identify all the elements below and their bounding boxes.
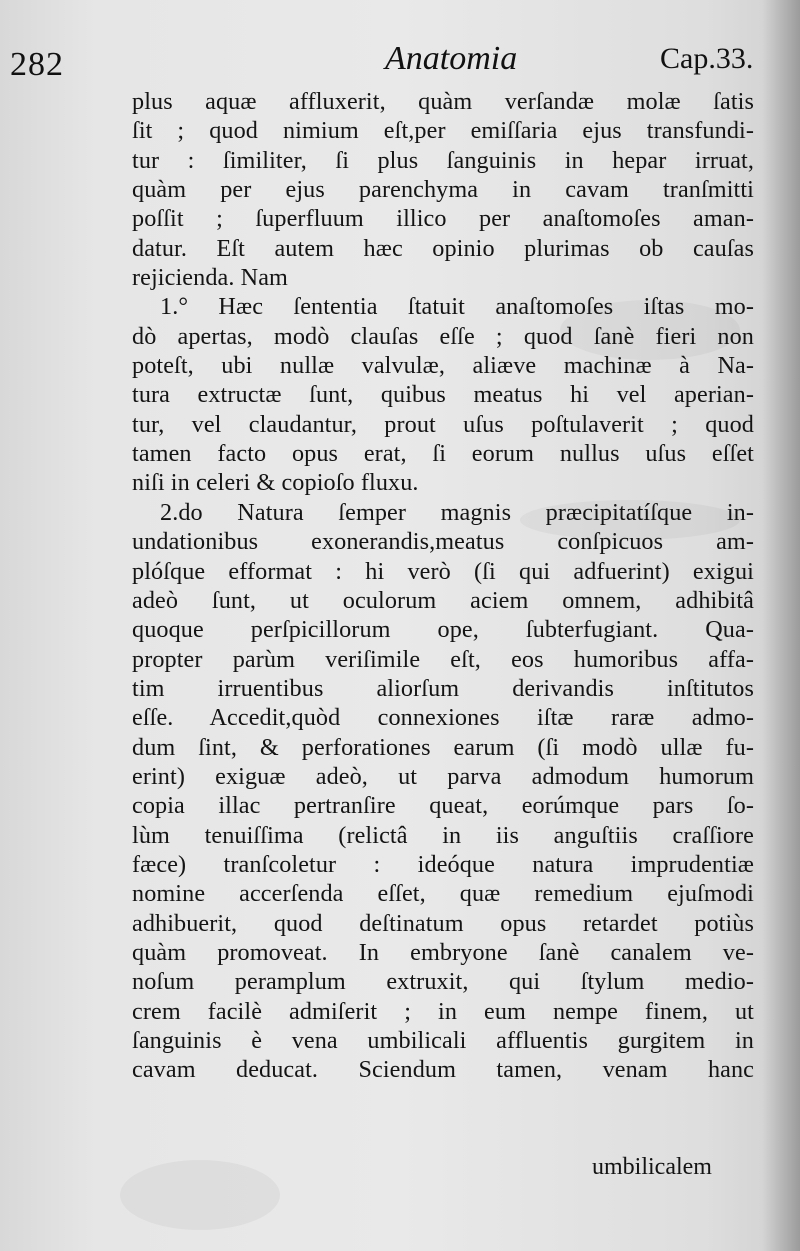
text-line: lùm tenuiſſima (relictâ in iis anguſtiis craſſiore: [132, 821, 754, 849]
text-line: noſum peramplum extruxit, qui ſtylum medio-: [132, 968, 754, 996]
text-line: propter parùm veriſimile eſt, eos humoribus affa-: [132, 645, 754, 673]
text-line: 2.do Natura ſemper magnis præcipitatíſque in-: [160, 498, 754, 526]
text-line: plóſque efformat : hi verò (ſi qui adfuerint) exigui: [132, 557, 754, 585]
text-line: eſſe. Accedit,quòd connexiones iſtæ raræ admo-: [132, 704, 754, 732]
text-line: niſi in celeri & copioſo fluxu.: [132, 469, 419, 497]
text-line: adhibuerit, quod deſtinatum opus retardet potiùs: [132, 909, 754, 937]
text-line: poſſit ; ſuperfluum illico per anaſtomoſes aman-: [132, 205, 754, 233]
text-line: cavam deducat. Sciendum tamen, venam hanc: [132, 1056, 754, 1084]
text-line: tamen facto opus erat, ſi eorum nullus uſus eſſet: [132, 440, 754, 468]
catchword: umbilicalem: [592, 1154, 712, 1180]
text-line: nomine accerſenda eſſet, quæ remedium ejuſmodi: [132, 880, 754, 908]
running-title: Anatomia: [385, 40, 518, 77]
page-edge-shadow: [762, 0, 800, 1251]
text-line: plus aquæ affluxerit, quàm verſandæ molæ ſatis: [132, 88, 754, 115]
text-line: crem facilè admiſerit ; in eum nempe finem, ut: [132, 997, 754, 1025]
text-line: ſanguinis è vena umbilicali affluentis gurgitem in: [132, 1027, 754, 1054]
text-line: poteſt, ubi nullæ valvulæ, aliæve machinæ à Na-: [132, 352, 754, 380]
text-line: erint) exiguæ adeò, ut parva admodum humorum: [132, 762, 754, 790]
text-line: quàm promoveat. In embryone ſanè canalem ve-: [132, 938, 754, 966]
paper-stain: [120, 1160, 280, 1230]
text-line: copia illac pertranſire queat, eorúmque pars ſo-: [132, 792, 754, 820]
text-line: tur : ſimiliter, ſi plus ſanguinis in hepar irruat,: [132, 146, 754, 174]
text-line: quàm per ejus parenchyma in cavam tranſmitti: [132, 176, 754, 204]
page-number: 282: [10, 46, 64, 83]
text-line: adeò ſunt, ut oculorum aciem omnem, adhibitâ: [132, 586, 754, 614]
text-line: quoque perſpicillorum ope, ſubterfugiant. Qua-: [132, 616, 754, 644]
body-text: [132, 87, 754, 1085]
chapter-label: Cap.33.: [660, 42, 754, 75]
text-line: dò apertas, modò clauſas eſſe ; quod ſanè fieri non: [132, 322, 754, 350]
text-line: rejicienda. Nam: [132, 264, 288, 292]
text-line: datur. Eſt autem hæc opinio plurimas ob cauſas: [132, 234, 754, 262]
text-line: fæce) tranſcoletur : ideóque natura imprudentiæ: [132, 850, 754, 878]
text-line: 1.° Hæc ſententia ſtatuit anaſtomoſes iſtas mo-: [160, 293, 754, 321]
text-line: ſit ; quod nimium eſt,per emiſſaria ejus transfundi-: [132, 117, 754, 145]
page-header: [0, 38, 800, 88]
text-line: tim irruentibus aliorſum derivandis inſtitutos: [132, 674, 754, 702]
text-line: dum ſint, & perforationes earum (ſi modò ullæ fu-: [132, 733, 754, 761]
text-line: undationibus exonerandis,meatus conſpicuos am-: [132, 528, 754, 556]
text-line: tura extructæ ſunt, quibus meatus hi vel aperian-: [132, 381, 754, 409]
text-line: tur, vel claudantur, prout uſus poſtulaverit ; quod: [132, 410, 754, 438]
